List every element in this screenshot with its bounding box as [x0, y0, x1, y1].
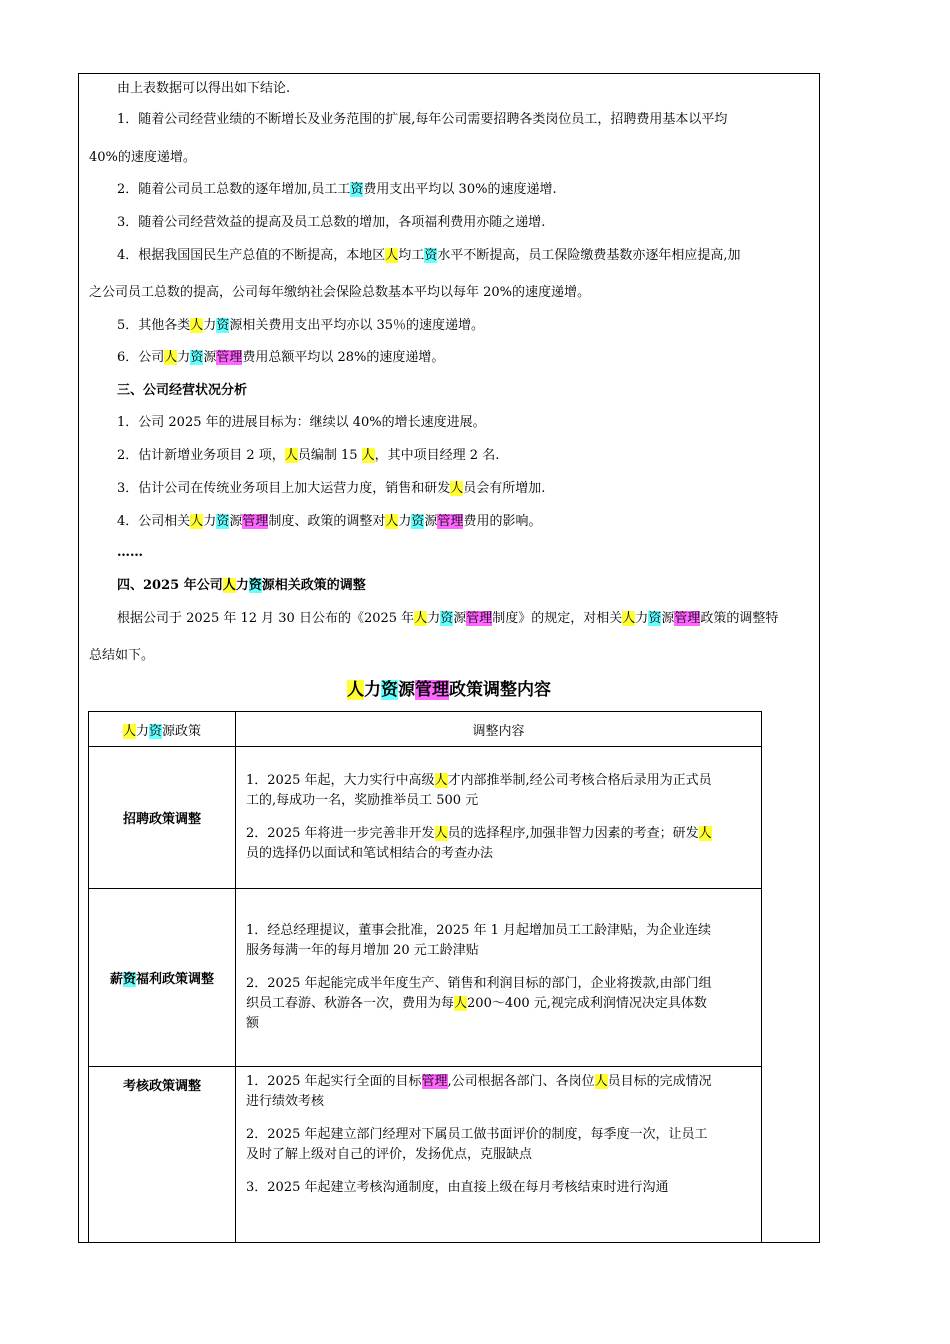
- row-name-recruit: 招聘政策调整: [89, 747, 236, 889]
- row-content: [236, 1067, 762, 1243]
- conclusion-5: 5．其他各类人力资源相关费用支出平均亦以 35％的速度递增。: [117, 318, 485, 333]
- policy-table: [88, 711, 762, 1243]
- section-4-para-cont: 总结如下。: [89, 648, 155, 663]
- conclusion-6: 6．公司人力资源管理费用总额平均以 28%的速度递增。: [117, 350, 445, 365]
- ellipsis: ……: [117, 545, 143, 560]
- row-content: [236, 889, 762, 1067]
- conclusion-4-cont: 之公司员工总数的提高，公司每年缴纳社会保险总数基本平均以每年 20%的速度递增。: [89, 285, 591, 300]
- content-line: 3．2025 年起建立考核沟通制度，由直接上级在每月考核结束时进行沟通: [246, 1180, 669, 1195]
- section-3-item-3: 3．估计公司在传统业务项目上加大运营力度，销售和研发人员会有所增加.: [117, 481, 546, 496]
- conclusion-1: 1．随着公司经营业绩的不断增长及业务范围的扩展,每年公司需要招聘各类岗位员工，招聘费用基本以平均: [117, 112, 728, 127]
- section-3-item-2: 2．估计新增业务项目 2 项，人员编制 15 人，其中项目经理 2 名.: [117, 448, 500, 463]
- header-content: 调整内容: [236, 712, 762, 747]
- content-line: 1．经总经理提议，董事会批准，2025 年 1 月起增加员工工龄津贴，为企业连续 服务每满一年的每月增加 20 元工龄津贴: [246, 923, 712, 958]
- table-title: 人力资源管理政策调整内容: [347, 680, 551, 700]
- header-policy: 人力资源政策: [89, 712, 236, 747]
- table-row: [89, 747, 762, 889]
- section-3-item-1: 1．公司 2025 年的进展目标为：继续以 40%的增长速度进展。: [117, 415, 486, 430]
- section-3-item-4: 4．公司相关人力资源管理制度、政策的调整对人力资源管理费用的影响。: [117, 514, 542, 529]
- conclusion-4: 4．根据我国国民生产总值的不断提高，本地区人均工资水平不断提高，员工保险缴费基数亦逐年相应提高,加: [117, 248, 741, 263]
- content-line: 2．2025 年起能完成半年度生产、销售和利润目标的部门，企业将拨款,由部门组 织员工春游、秋游各一次，费用为每人200～400 元,视完成利润情况决定具体数 额: [246, 976, 712, 1031]
- document-frame: [78, 73, 820, 1243]
- row-content: [236, 747, 762, 889]
- section-4-para: 根据公司于 2025 年 12 月 30 日公布的《2025 年人力资源管理制度》的规定，对相关人力资源管理政策的调整特: [117, 611, 779, 626]
- section-3-title: 三、公司经营状况分析: [117, 383, 248, 398]
- table-row: [89, 1067, 762, 1243]
- content-line: 1．2025 年起，大力实行中高级人才内部推举制,经公司考核合格后录用为正式员 工的,每成功一名，奖励推举员工 500 元: [246, 773, 712, 808]
- table-row: [89, 889, 762, 1067]
- content-line: 1．2025 年起实行全面的目标管理,公司根据各部门、各岗位人员目标的完成情况 进行绩效考核: [246, 1074, 712, 1109]
- conclusion-2: 2．随着公司员工总数的逐年增加,员工工资费用支出平均以 30%的速度递增.: [117, 182, 557, 197]
- row-name-salary: 薪资福利政策调整: [89, 889, 236, 1067]
- content-line: 2．2025 年将进一步完善非开发人员的选择程序,加强非智力因素的考查；研发人 员的选择仍以面试和笔试相结合的考查办法: [246, 826, 712, 861]
- table-header-row: [89, 712, 762, 747]
- row-name-assessment: 考核政策调整: [89, 1067, 236, 1243]
- conclusion-1-cont: 40%的速度递增。: [89, 150, 196, 165]
- section-4-title: 四、2025 年公司人力资源相关政策的调整: [117, 578, 366, 593]
- content-line: 2．2025 年起建立部门经理对下属员工做书面评价的制度，每季度一次，让员工 及时了解上级对自己的评价，发扬优点，克服缺点: [246, 1127, 708, 1162]
- intro-text: 由上表数据可以得出如下结论.: [117, 81, 291, 96]
- conclusion-3: 3．随着公司经营效益的提高及员工总数的增加，各项福利费用亦随之递增.: [117, 215, 546, 230]
